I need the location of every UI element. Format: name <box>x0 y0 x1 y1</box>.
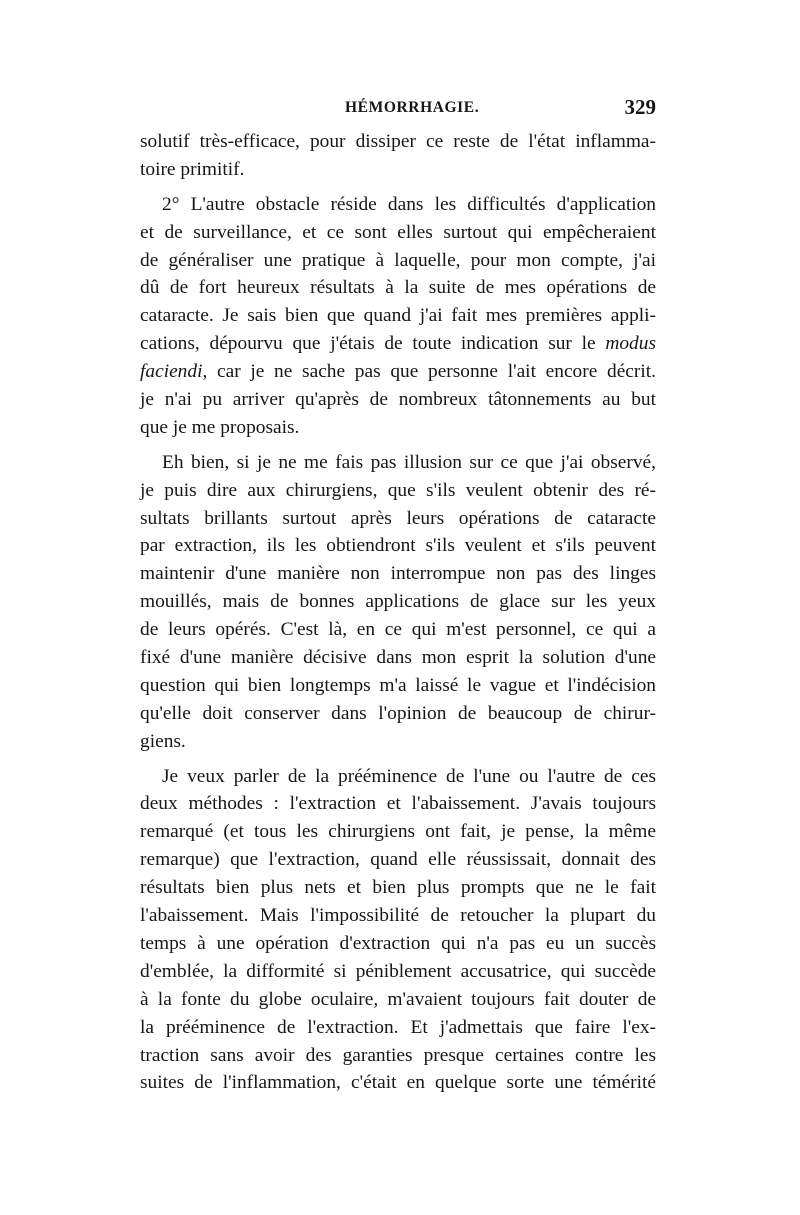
text-line <box>140 930 656 958</box>
text-line <box>140 414 656 442</box>
line-text: suites de l'inflammation, c'était en quelque sorte une témérité <box>140 1072 656 1094</box>
running-head-title: HÉMORRHAGIE. <box>345 99 480 116</box>
italic-term: modus <box>605 333 656 355</box>
text-line <box>140 1042 656 1070</box>
text-line <box>140 505 656 533</box>
text-line <box>140 986 656 1014</box>
text-line <box>140 191 656 219</box>
line-text: deux méthodes : l'extraction et l'abaissement. J'avais toujours <box>140 793 656 815</box>
line-text: qu'elle doit conserver dans l'opinion de beaucoup de chirur- <box>140 702 656 724</box>
text-line <box>140 644 656 672</box>
line-text: fixé d'une manière décisive dans mon esprit la solution d'une <box>140 647 656 669</box>
line-text: giens. <box>140 730 186 752</box>
text-line <box>140 846 656 874</box>
text-line <box>140 302 656 330</box>
running-head <box>140 95 656 127</box>
line-text: Je veux parler de la prééminence de l'une ou l'autre de ces <box>162 765 656 787</box>
text-line <box>140 532 656 560</box>
line-text: toire primitif. <box>140 158 245 180</box>
line-text: à la fonte du globe oculaire, m'avaient toujours fait douter de <box>140 988 656 1010</box>
line-text: solutif très-efficace, pour dissiper ce reste de l'état inflamma- <box>140 131 656 152</box>
line-text: temps à une opération d'extraction qui n'a pas eu un succès <box>140 932 656 954</box>
page-number: 329 <box>624 95 656 119</box>
line-text: 2° L'autre obstacle réside dans les difficultés d'application <box>162 193 656 215</box>
line-text: traction sans avoir des garanties presque certaines contre les <box>140 1044 656 1066</box>
text-line <box>140 274 656 302</box>
line-text: je n'ai pu arriver qu'après de nombreux tâtonnements au but <box>140 389 656 411</box>
text-line <box>140 700 656 728</box>
text-line <box>140 588 656 616</box>
text-line <box>140 874 656 902</box>
line-text: je puis dire aux chirurgiens, que s'ils veulent obtenir des ré- <box>140 479 656 501</box>
line-text: maintenir d'une manière non interrompue non pas des linges <box>140 563 656 585</box>
line-text: dû de fort heureux résultats à la suite de mes opérations de <box>140 277 656 299</box>
line-text: résultats bien plus nets et bien plus prompts que ne le fait <box>140 877 656 899</box>
line-text: question qui bien longtemps m'a laissé le vague et l'indécision <box>140 674 656 696</box>
line-text: la prééminence de l'extraction. Et j'admettais que faire l'ex- <box>140 1016 656 1038</box>
text-line <box>140 247 656 275</box>
text-line <box>140 449 656 477</box>
paragraph-gap <box>140 442 656 449</box>
text-line <box>140 156 656 184</box>
line-text: mouillés, mais de bonnes applications de glace sur les yeux <box>140 591 656 613</box>
line-text: , car je ne sache pas que personne l'ait encore décrit. <box>202 361 656 383</box>
text-line <box>140 902 656 930</box>
paragraph-gap <box>140 756 656 763</box>
text-line <box>140 560 656 588</box>
text-line <box>140 128 656 156</box>
line-text: sultats brillants surtout après leurs opérations de cataracte <box>140 507 656 529</box>
text-line <box>140 330 656 358</box>
text-line <box>140 763 656 791</box>
line-text: par extraction, ils les obtiendront s'ils veulent et s'ils peuvent <box>140 535 656 557</box>
text-line <box>140 818 656 846</box>
line-text: cataracte. Je sais bien que quand j'ai fait mes premières appli- <box>140 305 656 327</box>
line-text: l'abaissement. Mais l'impossibilité de retoucher la plupart du <box>140 905 656 927</box>
paragraph-gap <box>140 184 656 191</box>
text-line <box>140 1069 656 1097</box>
text-line <box>140 958 656 986</box>
body-text <box>140 128 656 1097</box>
text-line <box>140 728 656 756</box>
line-text: Eh bien, si je ne me fais pas illusion sur ce que j'ai observé, <box>162 451 656 473</box>
text-line <box>140 386 656 414</box>
text-line <box>140 477 656 505</box>
line-text: remarque) que l'extraction, quand elle réussissait, donnait des <box>140 849 656 871</box>
text-line <box>140 358 656 386</box>
line-text: remarqué (et tous les chirurgiens ont fait, je pense, la même <box>140 821 656 843</box>
italic-term: faciendi <box>140 361 203 383</box>
line-text: et de surveillance, et ce sont elles surtout qui empêcheraient <box>140 221 656 243</box>
text-line <box>140 672 656 700</box>
text-line <box>140 616 656 644</box>
text-line <box>140 219 656 247</box>
text-line <box>140 1014 656 1042</box>
line-text: d'emblée, la difformité si péniblement accusatrice, qui succède <box>140 960 656 982</box>
line-text: de généraliser une pratique à laquelle, pour mon compte, j'ai <box>140 249 656 271</box>
line-text: de leurs opérés. C'est là, en ce qui m'est personnel, ce qui a <box>140 619 656 641</box>
line-text: que je me proposais. <box>140 416 300 438</box>
text-line <box>140 790 656 818</box>
line-text: cations, dépourvu que j'étais de toute indication sur le <box>140 333 606 355</box>
